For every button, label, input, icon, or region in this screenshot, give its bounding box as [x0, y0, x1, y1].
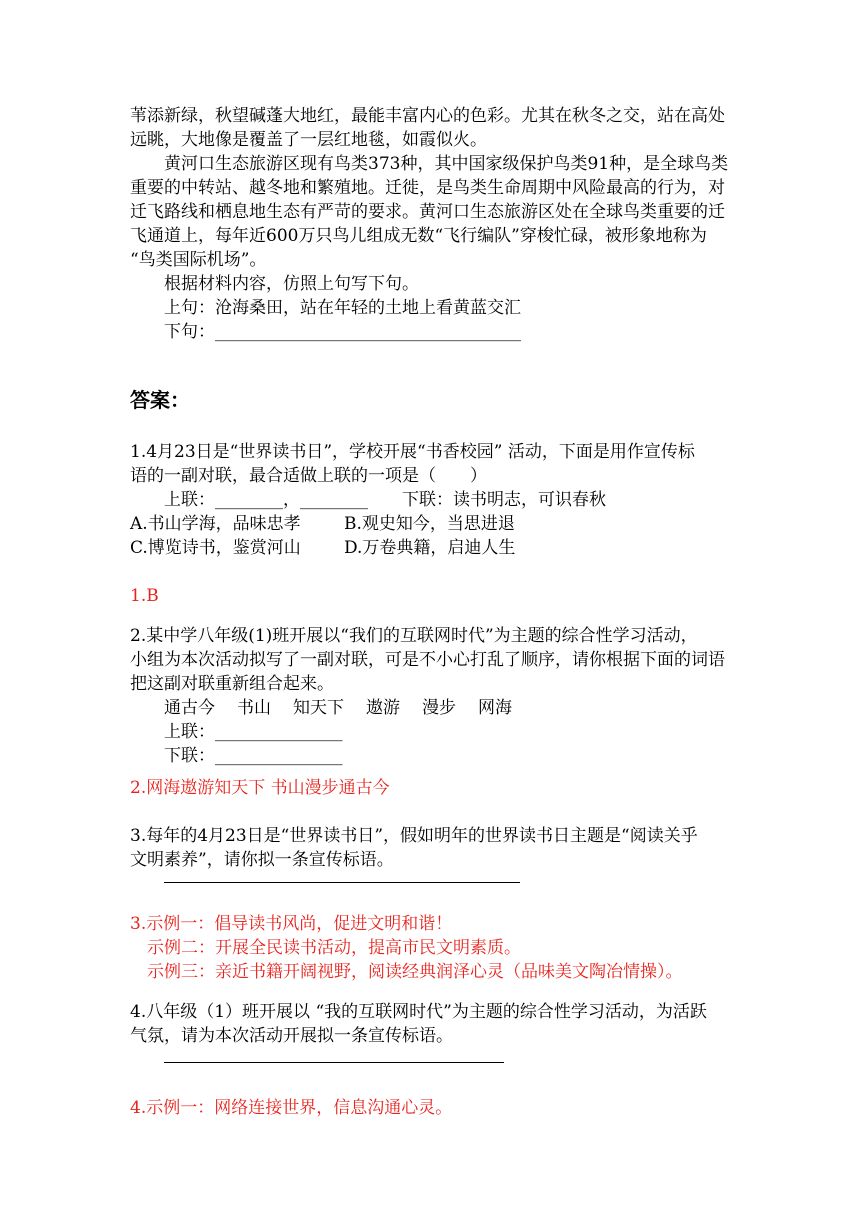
- q2-upper-couplet: 上联：_______________: [164, 722, 343, 742]
- q2-word: 通古今: [164, 698, 215, 718]
- q1-options-row-2: [130, 536, 515, 560]
- q4-stem-line-2: 气氛，请为本次活动开展拟一条宣传标语。: [130, 1026, 453, 1046]
- q3-answer-3: 示例三：亲近书籍开阔视野，阅读经典润泽心灵（品味美文陶冶情操）。: [147, 962, 683, 982]
- material-instruction: 根据材料内容，仿照上句写下句。: [164, 274, 419, 294]
- q4-answer-1: 4.示例一：网络连接世界，信息沟通心灵。: [130, 1098, 453, 1118]
- q2-word: 网海: [478, 698, 512, 718]
- material-line-3: 黄河口生态旅游区现有鸟类373种，其中国家级保护鸟类91种，是全球鸟类: [164, 154, 729, 174]
- material-upper-sentence: 上句：沧海桑田，站在年轻的土地上看黄蓝交汇: [164, 298, 521, 318]
- q3-answer-2: 示例二：开展全民读书活动，提高市民文明素质。: [147, 938, 521, 958]
- q1-stem-line-1: 1.4月23日是“世界读书日”，学校开展“书香校园” 活动，下面是用作宣传标: [130, 442, 695, 462]
- material-lower-sentence: 下句：____________________________________: [164, 322, 521, 342]
- material-line-4: 重要的中转站、越冬地和繁殖地。迁徙，是鸟类生命周期中风险最高的行为，对: [130, 178, 725, 198]
- q1-options-row-1: [130, 512, 515, 536]
- q2-word-list: [164, 696, 534, 720]
- q3-stem-line-2: 文明素养”，请你拟一条宣传标语。: [130, 850, 394, 870]
- q4-stem-line-1: 4.八年级（1）班开展以 “我的互联网时代”为主题的综合性学习活动，为活跃: [130, 1002, 707, 1022]
- q3-stem-line-1: 3.每年的4月23日是“世界读书日”，假如明年的世界读书日主题是“阅读关乎: [130, 826, 698, 846]
- q3-answer-blank: [164, 882, 520, 883]
- answers-heading: 答案：: [130, 388, 190, 412]
- q2-answer: 2.网海遨游知天下 书山漫步通古今: [130, 778, 390, 798]
- q2-word: 知天下: [293, 698, 344, 718]
- material-line-1: 苇添新绿，秋望碱蓬大地红，最能丰富内心的色彩。尤其在秋冬之交，站在高处: [130, 106, 725, 126]
- q1-option-b: B.观史知今，当思进退: [344, 514, 515, 534]
- q2-word: 遨游: [366, 698, 400, 718]
- q2-word: 漫步: [422, 698, 456, 718]
- q2-word: 书山: [237, 698, 271, 718]
- material-line-2: 远眺，大地像是覆盖了一层红地毯，如霞似火。: [130, 130, 487, 150]
- q1-option-c: C.博览诗书，鉴赏河山: [130, 538, 301, 558]
- q1-option-a: A.书山学海，品味忠孝: [130, 514, 301, 534]
- q4-answer-blank: [164, 1062, 504, 1063]
- q2-lower-couplet: 下联：_______________: [164, 746, 343, 766]
- q1-option-d: D.万卷典籍，启迪人生: [344, 538, 516, 558]
- q2-stem-line-1: 2.某中学八年级(1)班开展以“我们的互联网时代”为主题的综合性学习活动，: [130, 626, 698, 646]
- q2-stem-line-3: 把这副对联重新组合起来。: [130, 674, 334, 694]
- q3-answer-1: 3.示例一：倡导读书风尚，促进文明和谐！: [130, 914, 453, 934]
- q1-couplet: 上联：________，________ 下联：读书明志，可识春秋: [164, 490, 606, 510]
- material-line-7: “鸟类国际机场”。: [130, 250, 267, 270]
- material-line-6: 飞通道上，每年近600万只鸟儿组成无数“飞行编队”穿梭忙碌，被形象地称为: [130, 226, 707, 246]
- q1-stem-line-2: 语的一副对联，最合适做上联的一项是（ ）: [130, 466, 487, 486]
- q2-stem-line-2: 小组为本次活动拟写了一副对联，可是不小心打乱了顺序，请你根据下面的词语: [130, 650, 725, 670]
- material-line-5: 迁飞路线和栖息地生态有严苛的要求。黄河口生态旅游区处在全球鸟类重要的迁: [130, 202, 725, 222]
- q1-answer: 1.B: [130, 586, 159, 606]
